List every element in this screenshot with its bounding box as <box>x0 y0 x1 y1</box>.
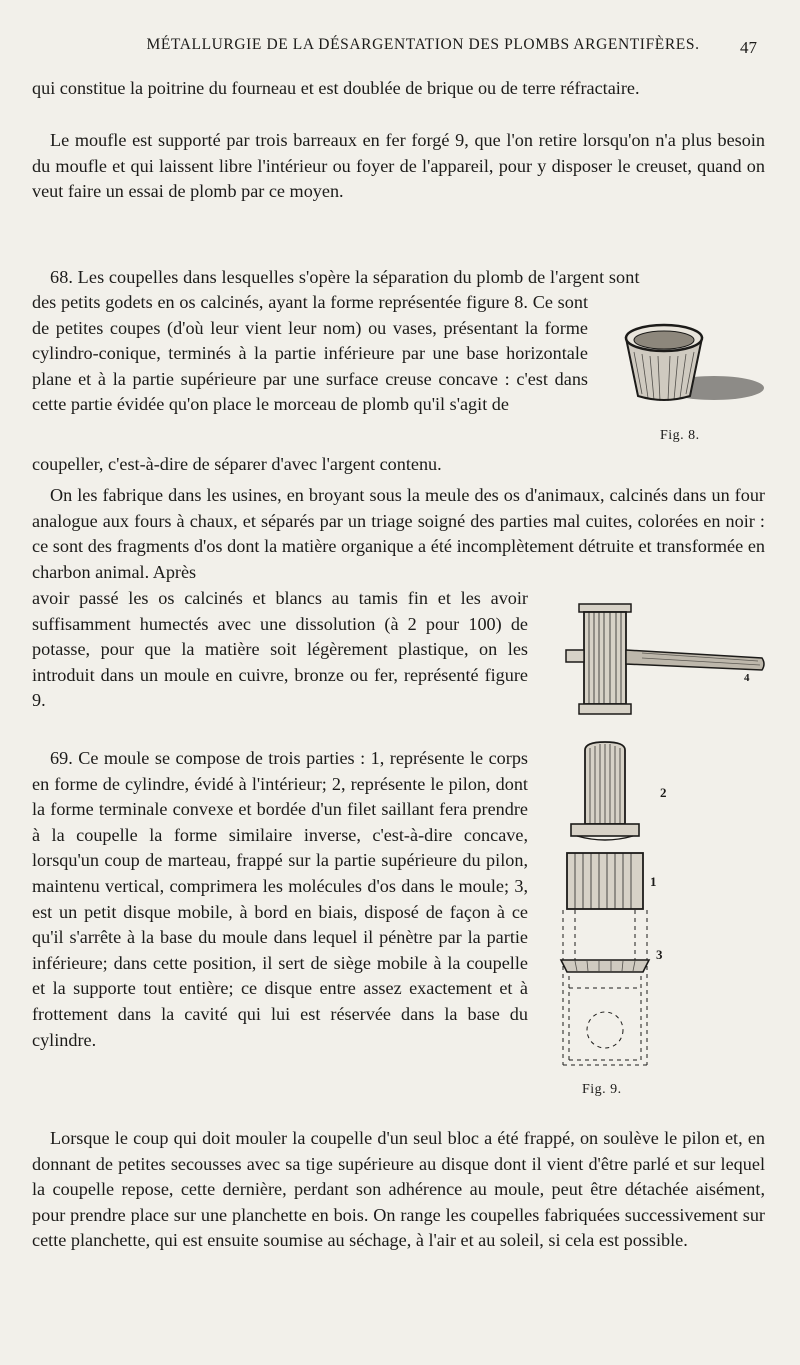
paragraph-4-full: On les fabrique dans les usines, en broyant sous la meule des os d'animaux, calcinés dans un four analogue aux fours à chaux, et séparés par un triage soigné des parties mal cuites, colorées en noir : ce sont des fragments d'os dont la matière organique a été incomplètement détruite et transformée en charbon animal. Après <box>32 485 765 582</box>
figure-9-label-3: 3 <box>656 947 663 962</box>
figure-8-caption: Fig. 8. <box>660 428 700 443</box>
figure-9-caption: Fig. 9. <box>582 1082 622 1097</box>
page-number: 47 <box>740 38 757 57</box>
figure-9-top-mark: 4 <box>744 672 750 684</box>
paragraph-4-wrapped: avoir passé les os calcinés et blancs au tamis fin et les avoir suffisamment humectés avec une dissolution (à 2 pour 100) de potasse, pour que la matière soit légèrement plastique, on les introduit dans un moule en cuivre, bronze ou fer, représenté figure 9. <box>32 588 528 711</box>
figure-9-label-2: 2 <box>660 785 667 800</box>
paragraph-2: Le moufle est supporté par trois barreaux en fer forgé 9, que l'on retire lorsqu'on n'a plus besoin du moufle et qui laissent libre l'intérieur ou foyer de l'appareil, pour y disposer le creuset, quand on veut faire un essai de plomb par ce moyen. <box>32 130 765 202</box>
running-header: MÉTALLURGIE DE LA DÉSARGENTATION DES PLOMBS ARGENTIFÈRES. <box>146 36 700 53</box>
paragraph-68-first-line: 68. Les coupelles dans lesquelles s'opère la séparation du plomb de l'argent sont <box>50 267 640 287</box>
figure-9-label-1: 1 <box>650 874 657 889</box>
paragraph-6: Lorsque le coup qui doit mouler la coupelle d'un seul bloc a été frappé, on soulève le pilon et, en donnant de petites secousses avec sa tige supérieure au disque dont il vient d'être parlé et sur lequel la coupelle repose, cette dernière, perdant son adhérence au moule, peut être détachée aisément, pour prendre place sur une planchette en bois. On range les coupelles fabriquées successivement sur cette planchette, qui est ensuite soumise au séchage, à l'air et au soleil, si cela est possible. <box>32 1128 765 1251</box>
paragraph-68-wrapped: des petits godets en os calcinés, ayant la forme représentée figure 8. Ce sont de petites coupes (d'où leur vient leur nom) ou vases, présentant la forme cylindro-conique, terminés à la partie inférieure par une base horizontale plane et à la partie supérieure par une surface creuse concave : c'est dans cette partie évidée qu'on place le morceau de plomb qu'il s'agit de <box>32 292 588 415</box>
paragraph-68-end: coupeller, c'est-à-dire de séparer d'avec l'argent contenu. <box>32 454 442 474</box>
figure-9-exploded-mould <box>555 740 655 1075</box>
figure-9-mould-with-handle <box>562 600 772 720</box>
figure-8-cupel <box>614 312 769 412</box>
paragraph-69: 69. Ce moule se compose de trois parties : 1, représente le corps en forme de cylindre, évidé à l'intérieur; 2, représente le pilon, dont la forme terminale convexe et bordée d'un filet saillant fera prendre à la coupelle la forme similaire inverse, c'est-à-dire concave, lorsqu'un coup de marteau, frappé sur la partie supérieure du pilon, maintenu vertical, comprimera les molécules d'os dans le moule; 3, est un petit disque mobile, à bord en biais, disposé de façon à ce qu'il s'arrête à la base du moule dans lequel il pénètre par la partie inférieure; dans cette position, il sert de siège mobile à la coupelle et la supporte tout entière; ce disque entre assez exactement et à frottement dans la cavité qui lui est réservée dans la base du cylindre. <box>32 748 528 1050</box>
paragraph-1: qui constitue la poitrine du fourneau et est doublée de brique ou de terre réfractaire. <box>32 78 640 98</box>
